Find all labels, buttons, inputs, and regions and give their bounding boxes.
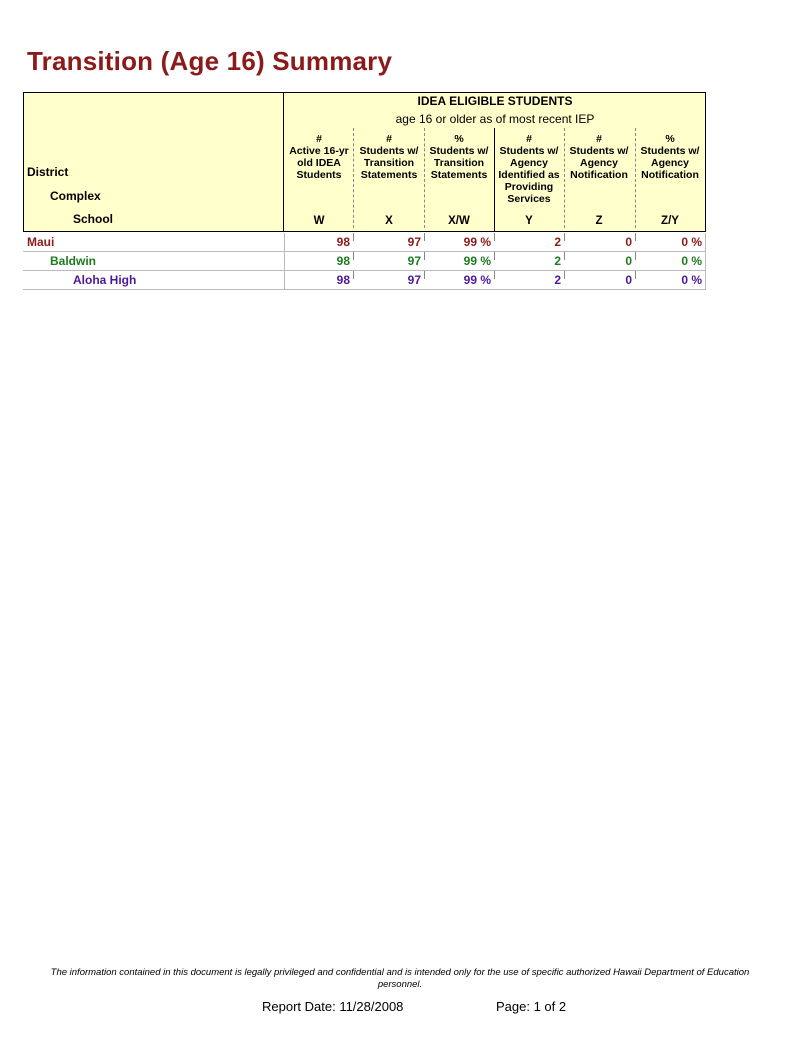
cell-sep: [353, 271, 354, 279]
table-cell: 97: [407, 254, 421, 268]
row-name: Aloha High: [73, 273, 137, 287]
cell-sep: [424, 233, 425, 241]
column-header: [424, 133, 494, 181]
column-header: [564, 133, 634, 181]
table-row: [23, 271, 706, 290]
cell-sep: [284, 271, 285, 290]
table-cell: 98: [336, 254, 350, 268]
col-sep: [564, 128, 565, 228]
row-name: Maui: [27, 235, 55, 249]
column-code: X: [385, 215, 393, 227]
column-code: Z: [595, 215, 603, 227]
cell-sep: [284, 233, 285, 252]
column-header-line: Active 16-yr: [289, 145, 349, 157]
column-header-line: Providing: [504, 181, 554, 193]
group-subtitle: age 16 or older as of most recent IEP: [395, 112, 595, 126]
cell-sep: [564, 233, 565, 241]
column-header-line: Students: [296, 169, 342, 181]
page-number: Page: 1 of 2: [496, 999, 567, 1014]
row-divider: [23, 289, 706, 290]
column-header: [284, 133, 354, 181]
cell-sep: [284, 252, 285, 271]
cell-sep: [494, 271, 495, 279]
table-cell: 0 %: [681, 254, 702, 268]
column-header-line: Students w/: [499, 145, 559, 157]
cell-sep: [635, 252, 636, 260]
column-header-line: Statements: [360, 169, 418, 181]
group-title: IDEA ELIGIBLE STUDENTS: [417, 94, 573, 108]
cell-sep: [424, 252, 425, 260]
disclaimer: The information contained in this document is legally privileged and confidential and is intended only for the use of specific authorized Hawaii Department of Education personnel.: [50, 967, 750, 990]
school-label: School: [73, 212, 114, 226]
column-header-line: Students w/: [429, 145, 489, 157]
column-header-line: old IDEA: [297, 157, 341, 169]
column-code: Z/Y: [661, 215, 679, 227]
row-name: Baldwin: [50, 254, 97, 268]
column-header-line: Services: [507, 193, 551, 205]
column-header-line: Agency: [580, 157, 618, 169]
table-row: [23, 252, 706, 271]
column-header-line: Notification: [641, 169, 699, 181]
column-header: [635, 133, 705, 181]
cell-sep: [564, 271, 565, 279]
column-header-line: Students w/: [569, 145, 629, 157]
table-cell: 99 %: [463, 235, 491, 249]
table-cell: 99 %: [463, 273, 491, 287]
page-title: Transition (Age 16) Summary: [27, 46, 393, 76]
table-cell: 2: [554, 235, 561, 249]
table-row: [23, 233, 706, 252]
column-code: X/W: [448, 215, 470, 227]
col-sep: [424, 128, 425, 228]
table-cell: 2: [554, 254, 561, 268]
column-header-line: Statements: [430, 169, 488, 181]
column-header-line: Transition: [363, 157, 415, 169]
table-cell: 97: [407, 235, 421, 249]
column-header-symbol: #: [386, 133, 392, 145]
column-header-line: Agency: [651, 157, 689, 169]
table-cell: 98: [336, 235, 350, 249]
cell-sep: [494, 252, 495, 260]
col-sep: [353, 128, 354, 228]
col-sep-solid: [494, 128, 495, 232]
cell-sep: [705, 233, 706, 252]
column-code: W: [313, 215, 325, 227]
table-cell: 0: [625, 235, 632, 249]
column-header-line: Notification: [570, 169, 628, 181]
column-header-line: Students w/: [359, 145, 419, 157]
complex-label: Complex: [50, 189, 101, 203]
table-cell: 99 %: [463, 254, 491, 268]
table-cell: 0: [625, 273, 632, 287]
column-code: Y: [525, 215, 533, 227]
table-cell: 2: [554, 273, 561, 287]
table-cell: 98: [336, 273, 350, 287]
column-header-symbol: #: [596, 133, 602, 145]
district-label: District: [27, 165, 69, 179]
col-sep: [635, 128, 636, 228]
column-header-symbol: %: [665, 133, 675, 145]
table-cell: 0 %: [681, 235, 702, 249]
report-date: Report Date: 11/28/2008: [262, 999, 404, 1014]
cell-sep: [424, 271, 425, 279]
column-header-line: Agency: [510, 157, 548, 169]
table-cell: 0 %: [681, 273, 702, 287]
column-header-symbol: #: [526, 133, 532, 145]
column-header-symbol: %: [454, 133, 464, 145]
cell-sep: [353, 252, 354, 260]
column-header-line: Students w/: [640, 145, 700, 157]
column-header-symbol: #: [316, 133, 322, 145]
table-cell: 97: [407, 273, 421, 287]
cell-sep: [635, 271, 636, 279]
cell-sep: [635, 233, 636, 241]
cell-sep: [705, 252, 706, 271]
cell-sep: [564, 252, 565, 260]
table-cell: 0: [625, 254, 632, 268]
column-header: [494, 133, 564, 205]
column-header-line: Identified as: [498, 169, 560, 181]
column-header-line: Transition: [433, 157, 485, 169]
column-header: [354, 133, 424, 181]
cell-sep: [353, 233, 354, 241]
cell-sep: [705, 271, 706, 290]
cell-sep: [494, 233, 495, 241]
